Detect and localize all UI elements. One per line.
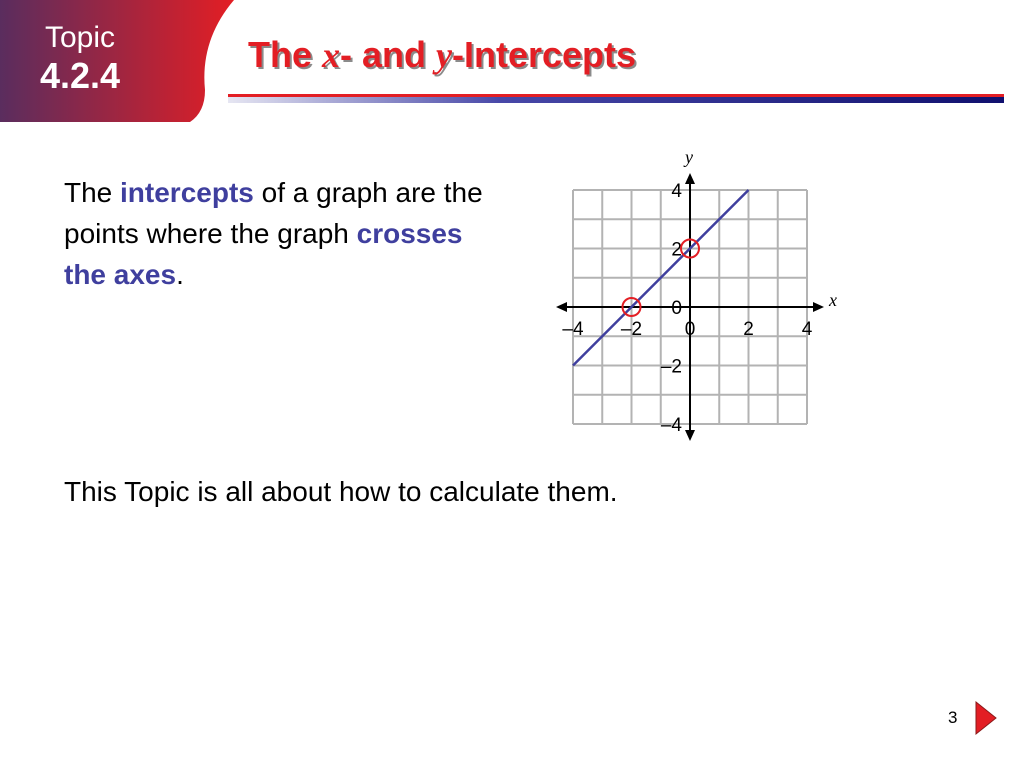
y-tick-label: –2 — [660, 356, 682, 378]
y-tick-label: 0 — [671, 298, 682, 319]
title-part-2: - and — [340, 34, 437, 75]
intercept-graph — [540, 140, 860, 450]
x-tick-label: 0 — [684, 319, 696, 340]
y-tick-label: –4 — [660, 415, 682, 436]
underline-blue — [228, 97, 1004, 103]
intro-t1: The — [64, 177, 121, 208]
title-var-y: y — [436, 35, 452, 75]
x-tick-label: –4 — [562, 319, 584, 340]
title-underline — [228, 94, 1004, 103]
topic-badge — [0, 0, 240, 122]
title-part-3: -Intercepts — [452, 34, 637, 75]
badge-text — [0, 20, 160, 96]
intro-highlight-intercepts: intercepts — [120, 177, 254, 208]
intro-t5: . — [176, 259, 184, 290]
x-tick-label: –2 — [620, 319, 643, 340]
y-axis-arrow-up — [685, 173, 695, 184]
axes — [556, 173, 824, 441]
x-axis-arrow-left — [556, 302, 567, 312]
intro-text — [64, 172, 484, 295]
title-var-x: x — [322, 35, 341, 75]
next-arrow-icon[interactable] — [972, 700, 998, 736]
title-part-1: The — [248, 34, 323, 75]
summary-text: This Topic is all about how to calculate them. — [64, 476, 618, 507]
intro-highlight-crosses: crosses the axes — [64, 218, 463, 290]
slide-title — [248, 34, 636, 76]
y-tick-label: 4 — [671, 181, 682, 202]
x-tick-label: 2 — [743, 319, 754, 340]
topic-label: Topic — [44, 21, 116, 54]
page-number: 3 — [948, 708, 958, 727]
y-axis-arrow-down — [685, 430, 695, 441]
x-axis-label: x — [829, 290, 837, 310]
x-axis-arrow-right — [813, 302, 824, 312]
topic-number: 4.2.4 — [39, 55, 121, 96]
y-tick-label: 2 — [671, 239, 682, 261]
y-axis-label: y — [685, 147, 693, 167]
intro-t3: of a graph are the points where the graph — [64, 177, 483, 249]
x-tick-label: 4 — [801, 319, 813, 340]
